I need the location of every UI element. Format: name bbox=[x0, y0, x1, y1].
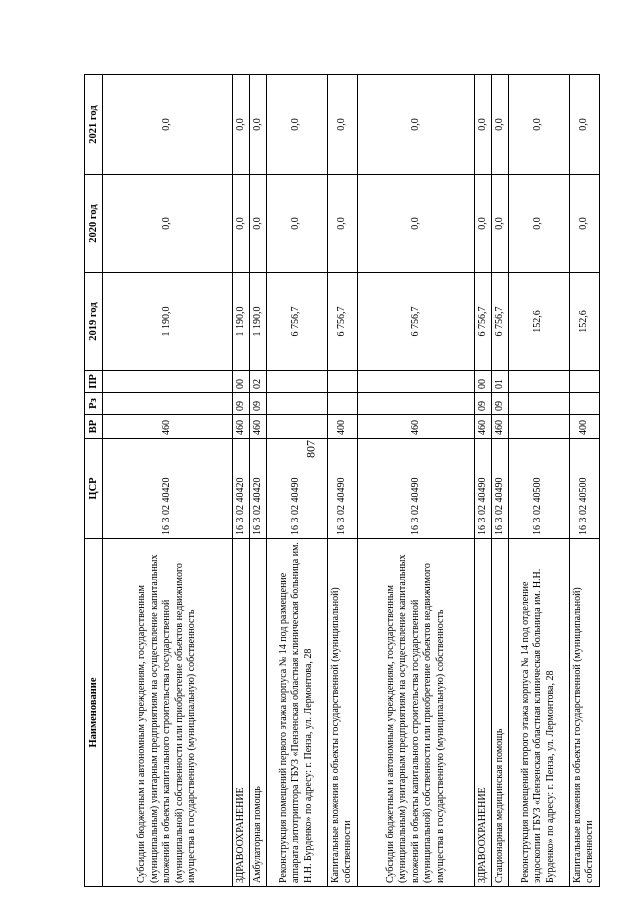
cell-pr: 00 bbox=[233, 371, 250, 393]
cell-y2019: 6 756,7 bbox=[475, 273, 492, 371]
cell-y2020: 0,0 bbox=[569, 175, 599, 273]
table-row bbox=[508, 75, 569, 887]
cell-name: Субсидии бюджетным и автономным учреждениям, государственным (муниципальным) унитарным предприятиям на осуществление капитальных вложений в объекты капитального строительства государственной (муниципальной) собственности или приобретение объектов недвижимого имущества в государственную (муниципальную) собственность bbox=[103, 539, 233, 887]
cell-pr bbox=[508, 371, 569, 393]
cell-y2021: 0,0 bbox=[491, 75, 508, 175]
header-2019: 2019 год bbox=[85, 273, 103, 371]
cell-y2021: 0,0 bbox=[508, 75, 569, 175]
cell-pr bbox=[327, 371, 357, 393]
cell-vr: 400 bbox=[327, 415, 357, 439]
cell-csr: 16 3 02 40490 bbox=[266, 439, 327, 539]
cell-rz bbox=[357, 393, 474, 415]
cell-pr: 01 bbox=[491, 371, 508, 393]
table-row bbox=[103, 75, 233, 887]
cell-csr: 16 3 02 40490 bbox=[491, 439, 508, 539]
cell-csr: 16 3 02 40420 bbox=[250, 439, 267, 539]
cell-y2020: 0,0 bbox=[327, 175, 357, 273]
cell-y2020: 0,0 bbox=[508, 175, 569, 273]
table-row bbox=[327, 75, 357, 887]
cell-vr: 460 bbox=[103, 415, 233, 439]
cell-y2021: 0,0 bbox=[569, 75, 599, 175]
cell-y2019: 152,6 bbox=[508, 273, 569, 371]
cell-rz: 09 bbox=[491, 393, 508, 415]
cell-pr bbox=[103, 371, 233, 393]
cell-y2021: 0,0 bbox=[266, 75, 327, 175]
cell-y2021: 0,0 bbox=[250, 75, 267, 175]
budget-table-container bbox=[84, 75, 600, 887]
table-row bbox=[266, 75, 327, 887]
cell-rz bbox=[508, 393, 569, 415]
cell-rz bbox=[266, 393, 327, 415]
cell-y2019: 1 190,0 bbox=[250, 273, 267, 371]
table-row bbox=[250, 75, 267, 887]
cell-name: Капитальные вложения в объекты государственной (муниципальной) собственности bbox=[327, 539, 357, 887]
cell-vr: 460 bbox=[250, 415, 267, 439]
cell-rz bbox=[569, 393, 599, 415]
cell-vr: 460 bbox=[491, 415, 508, 439]
cell-y2019: 1 190,0 bbox=[233, 273, 250, 371]
cell-y2019: 1 190,0 bbox=[103, 273, 233, 371]
cell-name: ЗДРАВООХРАНЕНИЕ bbox=[475, 539, 492, 887]
cell-name: ЗДРАВООХРАНЕНИЕ bbox=[233, 539, 250, 887]
cell-pr bbox=[266, 371, 327, 393]
cell-y2019: 6 756,7 bbox=[357, 273, 474, 371]
header-vr: ВР bbox=[85, 415, 103, 439]
cell-name: Капитальные вложения в объекты государственной (муниципальной) собственности bbox=[569, 539, 599, 887]
cell-vr: 460 bbox=[357, 415, 474, 439]
cell-y2020: 0,0 bbox=[491, 175, 508, 273]
cell-vr: 460 bbox=[233, 415, 250, 439]
cell-y2019: 152,6 bbox=[569, 273, 599, 371]
cell-rz: 09 bbox=[233, 393, 250, 415]
cell-y2019: 6 756,7 bbox=[327, 273, 357, 371]
cell-y2020: 0,0 bbox=[475, 175, 492, 273]
cell-name: Амбулаторная помощь bbox=[250, 539, 267, 887]
budget-table bbox=[84, 74, 600, 887]
table-row bbox=[233, 75, 250, 887]
table-row bbox=[357, 75, 474, 887]
cell-y2021: 0,0 bbox=[327, 75, 357, 175]
cell-vr bbox=[266, 415, 327, 439]
cell-pr bbox=[357, 371, 474, 393]
header-csr: ЦСР bbox=[85, 439, 103, 539]
cell-y2021: 0,0 bbox=[357, 75, 474, 175]
page-number: 807 bbox=[303, 440, 318, 458]
cell-y2021: 0,0 bbox=[233, 75, 250, 175]
cell-csr: 16 3 02 40420 bbox=[233, 439, 250, 539]
cell-rz bbox=[103, 393, 233, 415]
cell-y2020: 0,0 bbox=[233, 175, 250, 273]
cell-csr: 16 3 02 40490 bbox=[327, 439, 357, 539]
cell-csr: 16 3 02 40490 bbox=[475, 439, 492, 539]
cell-name: Реконструкция помещений первого этажа корпуса № 14 под размещение аппарата литотриптора ГБУЗ «Пензенская областная клиническая больница им. Н.Н. Бурденко» по адресу: г. Пенза, ул. Лермонтова, 28 bbox=[266, 539, 327, 887]
header-rz: Рз bbox=[85, 393, 103, 415]
cell-vr bbox=[508, 415, 569, 439]
cell-pr bbox=[569, 371, 599, 393]
cell-y2019: 6 756,7 bbox=[491, 273, 508, 371]
cell-rz: 09 bbox=[475, 393, 492, 415]
cell-csr: 16 3 02 40500 bbox=[569, 439, 599, 539]
cell-csr: 16 3 02 40420 bbox=[103, 439, 233, 539]
cell-y2021: 0,0 bbox=[103, 75, 233, 175]
table-row bbox=[491, 75, 508, 887]
header-pr: ПР bbox=[85, 371, 103, 393]
cell-y2020: 0,0 bbox=[250, 175, 267, 273]
cell-name: Стационарная медицинская помощь bbox=[491, 539, 508, 887]
cell-vr: 400 bbox=[569, 415, 599, 439]
cell-csr: 16 3 02 40500 bbox=[508, 439, 569, 539]
cell-name: Субсидии бюджетным и автономным учреждениям, государственным (муниципальным) унитарным предприятиям на осуществление капитальных вложений в объекты капитального строительства государственной (муниципальной) собственности или приобретение объектов недвижимого имущества в государственную (муниципальную) собственность bbox=[357, 539, 474, 887]
header-row bbox=[85, 75, 103, 887]
table-row bbox=[569, 75, 599, 887]
cell-rz bbox=[327, 393, 357, 415]
cell-name: Реконструкция помещений второго этажа корпуса № 14 под отделение эндоскопии ГБУЗ «Пензенская областная клиническая больница им. Н.Н. Бурденко» по адресу: г. Пенза, ул. Лермонтова, 28 bbox=[508, 539, 569, 887]
cell-y2021: 0,0 bbox=[475, 75, 492, 175]
cell-vr: 460 bbox=[475, 415, 492, 439]
table-row bbox=[475, 75, 492, 887]
header-name: Наименование bbox=[85, 539, 103, 887]
header-2021: 2021 год bbox=[85, 75, 103, 175]
header-2020: 2020 год bbox=[85, 175, 103, 273]
cell-rz: 09 bbox=[250, 393, 267, 415]
cell-y2020: 0,0 bbox=[103, 175, 233, 273]
cell-csr: 16 3 02 40490 bbox=[357, 439, 474, 539]
cell-pr: 00 bbox=[475, 371, 492, 393]
cell-pr: 02 bbox=[250, 371, 267, 393]
cell-y2019: 6 756,7 bbox=[266, 273, 327, 371]
cell-y2020: 0,0 bbox=[357, 175, 474, 273]
cell-y2020: 0,0 bbox=[266, 175, 327, 273]
